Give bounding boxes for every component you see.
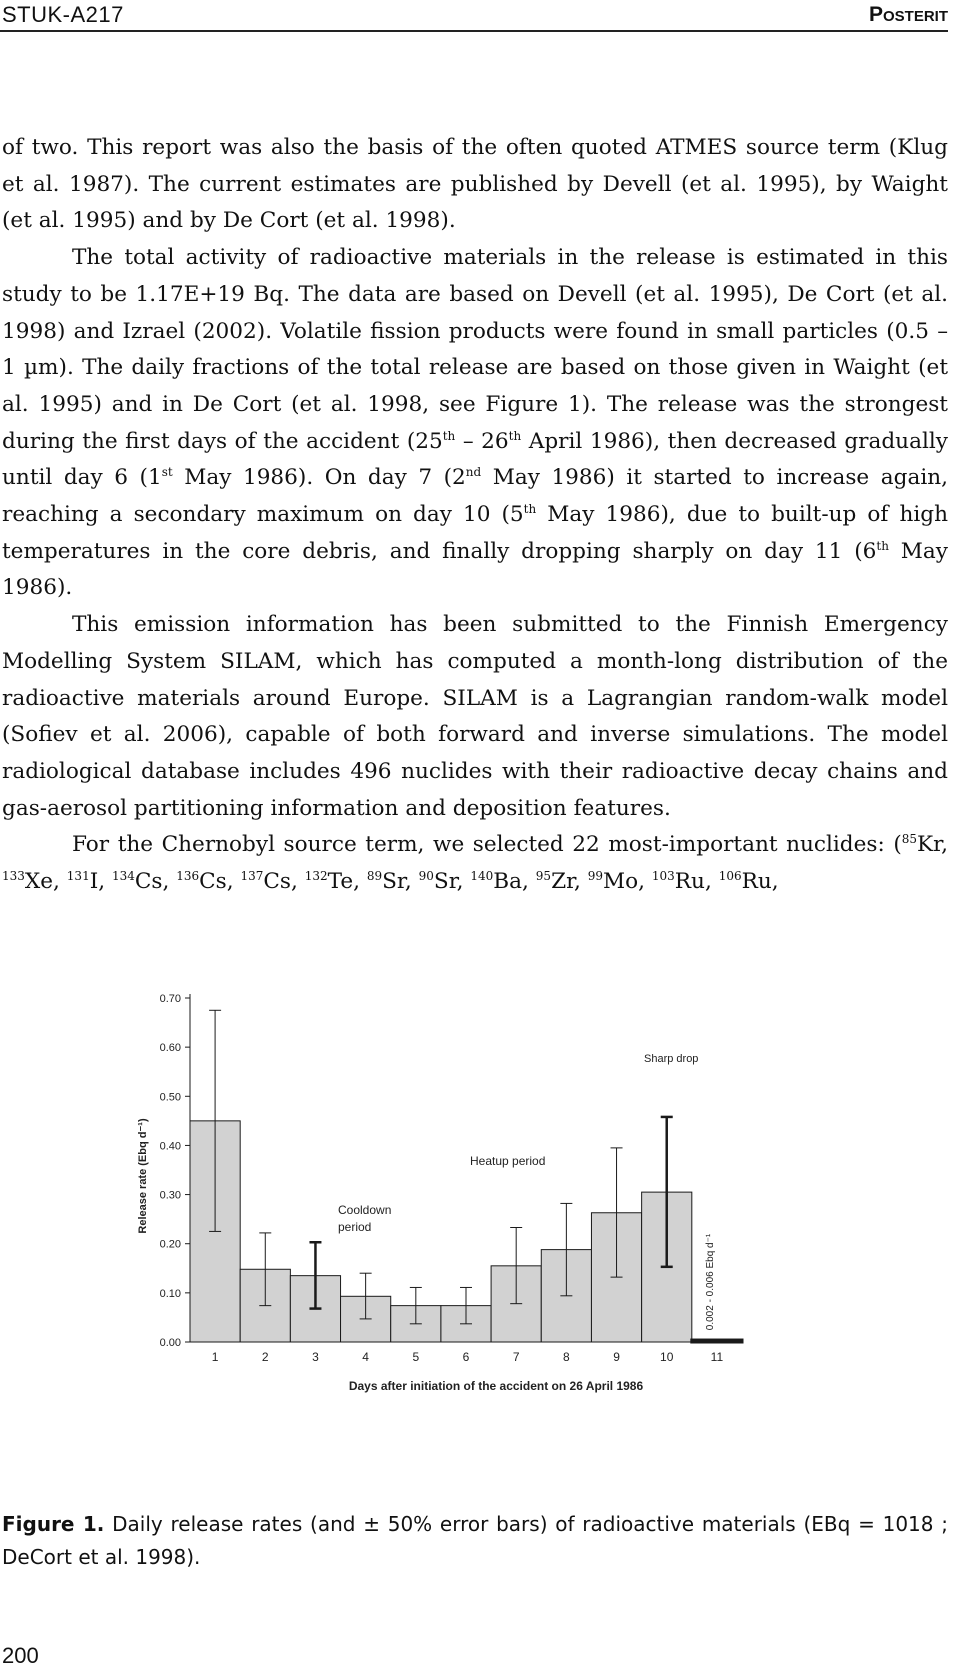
y-tick-label: 0.10 bbox=[159, 1287, 181, 1300]
x-axis-label: Days after initiation of the accident on 26 April 1986 bbox=[348, 1379, 644, 1393]
x-tick-label: 1 bbox=[211, 1350, 219, 1364]
annotation-heatup: Heatup period bbox=[470, 1154, 546, 1168]
paragraph-2: The total activity of radioactive materials in the release is estimated in this study to be 1.17E+19 Bq. The data are based on Devell (et al. 1995), De Cort (et al. 1998) and Izrael (2002). Volatile fission products were found in small particles (0.5 – 1 µm). The daily fractions of the total release are based on those given in Waight (et al. 1995) and in De Cort (et al. 1998, see Figure 1). The release was the strongest during the first days of the accident (25th – 26th April 1986), then decreased gradually until day 6 (1st May 1986). On day 7 (2nd May 1986) it started to increase again, reaching a secondary maximum on day 10 (5th May 1986), due to built-up of high temperatures in the core debris, and finally dropping sharply on day 11 (6th May 1986). bbox=[2, 245, 948, 601]
x-tick-label: 5 bbox=[412, 1350, 420, 1364]
paragraph-3: This emission information has been submitted to the Finnish Emergency Modelling System SILAM, which has computed a month-long distribution of the radioactive materials around Europe. SILAM is a Lagrangian random-walk model (Sofiev et al. 2006), capable of both forward and inverse simulations. The model radiological database includes 496 nuclides with their radioactive decay chains and gas-aerosol partitioning information and deposition features. bbox=[2, 612, 948, 821]
x-tick-label: 11 bbox=[710, 1350, 724, 1364]
y-axis-label: Release rate (Ebq d⁻¹) bbox=[137, 1118, 149, 1234]
bar bbox=[692, 1340, 742, 1342]
annotation-cooldown-line2: period bbox=[338, 1220, 372, 1234]
body-text bbox=[2, 130, 948, 901]
y-tick-label: 0.50 bbox=[159, 1091, 181, 1104]
x-tick-label: 2 bbox=[261, 1350, 269, 1364]
caption-label: Figure 1. bbox=[2, 1512, 105, 1536]
annotation-day11: 0.002 - 0.006 Ebq d⁻¹ bbox=[705, 1233, 716, 1331]
x-tick-label: 10 bbox=[660, 1350, 674, 1364]
page-number: 200 bbox=[2, 1643, 39, 1668]
x-tick-label: 4 bbox=[362, 1350, 369, 1364]
figure-caption bbox=[2, 1508, 948, 1574]
chart-svg bbox=[130, 990, 880, 1475]
release-rate-chart bbox=[130, 990, 880, 1475]
paragraph-4: For the Chernobyl source term, we selected 22 most-important nuclides: ($^{85}$Kr, $^{133}$Xe, $^{131}$I, $^{134}$Cs, $^{136}$Cs, $^{137}$Cs, $^{132}$Te, $^{89}$Sr, $^{90}$Sr, $^{140}$Ba, $^{95}$Zr, $^{99}$Mo, $^{103}$Ru, $^{106}$Ru, bbox=[2, 832, 948, 895]
y-tick-label: 0.60 bbox=[159, 1042, 181, 1055]
y-tick-label: 0.30 bbox=[159, 1189, 181, 1202]
y-tick-label: 0.00 bbox=[159, 1337, 181, 1349]
report-id: STUK-A217 bbox=[2, 2, 124, 27]
x-tick-label: 6 bbox=[462, 1350, 470, 1364]
x-tick-label: 9 bbox=[613, 1350, 620, 1364]
x-tick-label: 3 bbox=[312, 1350, 319, 1364]
section-title: Posterit bbox=[868, 3, 948, 26]
x-tick-label: 7 bbox=[512, 1350, 520, 1364]
y-tick-label: 0.70 bbox=[159, 993, 181, 1005]
y-tick-label: 0.40 bbox=[159, 1140, 181, 1153]
x-tick-label: 8 bbox=[563, 1350, 570, 1364]
running-header bbox=[0, 0, 948, 32]
y-tick-label: 0.20 bbox=[159, 1238, 181, 1251]
annotation-sharp-drop: Sharp drop bbox=[644, 1053, 699, 1065]
annotation-cooldown: Cooldown bbox=[338, 1203, 392, 1217]
caption-text: Daily release rates (and ± 50% error bars) of radioactive materials (EBq = 1018 ; DeCort et al. 1998). bbox=[2, 1512, 949, 1569]
paragraph-1: of two. This report was also the basis of the often quoted ATMES source term (Klug et al. 1987). The current estimates are published by Devell (et al. 1995), by Waight (et al. 1995) and by De Cort (et al. 1998). bbox=[2, 135, 948, 234]
